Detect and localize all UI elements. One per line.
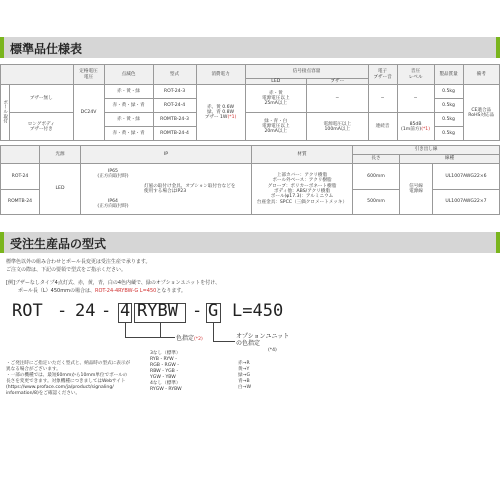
th-power: 消費電力 xyxy=(196,65,245,85)
option-spec-title: オプションユニット の色指定 xyxy=(236,333,290,348)
power-text: 赤、黄 0.6W 緑、青 0.8W ブザー 1W xyxy=(204,104,235,121)
t2-row2-model: ROMTB-24 xyxy=(1,189,40,215)
color-spec-note: (*2) xyxy=(194,337,203,342)
code-dash2: - xyxy=(101,301,112,321)
code-dash3: - xyxy=(192,301,203,321)
power-note: (*1) xyxy=(227,115,237,121)
row4-weight: 0.5kg xyxy=(434,127,463,141)
code-option: G xyxy=(208,301,219,321)
t2-row2-wire: UL1007AWG22×7 xyxy=(433,189,500,215)
notes-text: ・ご発注時にご指定いただく型式と、納品時の型式に表示が 異なる場合がございます。 ・一部の機種では、最短60mmから10mm単位でポールの 長さを変更できます。対象機種につきましてはWebサイト (https://www.proface.com/ja/product/signaling/ information/8)をご確認ください。 xyxy=(6,361,131,396)
th-buzzer: ブザー xyxy=(307,79,369,85)
row1-colors: 赤・黄・緑 xyxy=(104,85,153,99)
t2-material: 上部カバー：アクリ樹脂 ポール外ベース：アクリ樹脂 グローブ：ポリカーボネート樹脂 ボディ他：ABS/アクリ樹脂 ポール(φ17.3)：アルミニウム 台座金具：SPCC（三価クロメートメッキ） xyxy=(252,164,353,215)
remarks-cell: CE適合品 RoHS対応品 xyxy=(463,85,499,141)
volume-text: 85dB (1m前方) xyxy=(401,121,422,132)
buzzer-cap-dash: − xyxy=(307,85,369,113)
th-electronic-buzzer: 電子 ブザー音 xyxy=(368,65,397,85)
t2-th-blank xyxy=(1,146,40,164)
example-line2 xyxy=(18,288,186,295)
t2-ip-note: 灯風の取付け金具、オプション取付台などを 使用する場合はIP23 xyxy=(144,183,236,194)
intro-line1: 標準色以外の組み合わせとポール長変更は受注生産で承ります。 xyxy=(6,259,151,265)
code-colors: RYBW xyxy=(137,301,178,321)
t2-ip-values xyxy=(84,156,142,222)
spec-table-2 xyxy=(0,145,500,215)
power-cell xyxy=(196,85,245,141)
row-label-no-buzzer: ブザー無し xyxy=(10,85,74,113)
row3-model: ROMTB-24-3 xyxy=(153,113,196,127)
row-label-with-buzzer: ロングボディ ブザー付き xyxy=(10,113,74,141)
example-line1: [例]ブザーなしタイプ4点灯式、赤，黄，青，白の4色内蔵で、緑のオプションユニットを付け、 xyxy=(6,280,221,286)
th-remarks: 備考 xyxy=(463,65,499,85)
t2-th-material: 材質 xyxy=(252,146,353,164)
color-spec-options: 3なし（標準） RYB・RYW・ RGB・RGW・ RBW・YGB・ YGW・YBW 4なし（標準） RYGW・RYBW xyxy=(150,351,182,392)
code-prefix: ROT xyxy=(12,301,43,321)
th-light-color: 点滅色 xyxy=(104,65,153,85)
section1-title: 標準品仕様表 xyxy=(10,42,83,56)
section2-accent xyxy=(496,232,500,253)
t2-row1-wire: UL1007AWG22×6 xyxy=(433,164,500,190)
intro-line2: ご注文の際は、下記の要領で型式をご指示ください。 xyxy=(6,267,127,273)
count-line xyxy=(125,323,126,337)
row2-model: ROT-24-4 xyxy=(153,99,196,113)
color-spec-line xyxy=(125,337,175,338)
t2-th-ip: IP xyxy=(81,146,252,164)
volume-dash: − xyxy=(397,85,434,113)
option-spec-colors: 赤→R 黄→Y 緑→G 青→B 白→W xyxy=(238,361,251,390)
electronic-buzzer: 連続音 xyxy=(368,113,397,141)
t2-wire-label: 信号線 電源線 xyxy=(400,164,433,215)
row4-colors: 赤・黄・緑・青 xyxy=(104,127,153,141)
led-cap-1: 赤・黄 電源電圧以上 25mA以上 xyxy=(245,85,307,113)
th-rated-voltage: 定格電圧 電圧 xyxy=(73,65,104,85)
t2-th-length: 長さ xyxy=(353,155,400,164)
t2-th-lead: 引き出し線 xyxy=(353,146,500,155)
example-line2-a: ポール長（L）450mmの場合は、 xyxy=(18,288,95,294)
voltage-cell: DC24V xyxy=(73,85,104,141)
electronic-buzzer-dash: − xyxy=(368,85,397,113)
row3-weight: 0.5kg xyxy=(434,113,463,127)
t2-light-source: LED xyxy=(40,164,81,215)
volume-note: (*1) xyxy=(421,126,431,132)
section1-accent xyxy=(496,37,500,58)
row3-colors: 赤・黄・緑 xyxy=(104,113,153,127)
section1-header xyxy=(0,37,500,58)
th-signal-capacity: 信号接点容量 xyxy=(245,65,368,79)
t2-th-wire: 線種 xyxy=(400,155,500,164)
option-line xyxy=(213,323,214,341)
t2-th-light-source: 光源 xyxy=(40,146,81,164)
t2-ip-row1: IP65 (正方向取付時) xyxy=(97,168,129,179)
row1-model: ROT-24-3 xyxy=(153,85,196,99)
t2-row2-length: 500mm xyxy=(353,189,400,215)
th-blank xyxy=(1,65,74,85)
code-length: L=450 xyxy=(232,301,284,321)
code-dash1: - xyxy=(57,301,68,321)
buzzer-cap: 電源電圧以上 100mA以上 xyxy=(307,113,369,141)
section2-header xyxy=(0,232,500,253)
led-cap-2: 緑・青・白 電源電圧以上 20mA以上 xyxy=(245,113,307,141)
t2-row1-model: ROT-24 xyxy=(1,164,40,190)
section2-title: 受注生産品の型式 xyxy=(10,237,107,251)
option-spec-line xyxy=(213,341,235,342)
group-label: ポール取付 xyxy=(2,100,8,124)
row2-colors: 赤・黄・緑・青 xyxy=(104,99,153,113)
volume-cell xyxy=(397,113,434,141)
t2-ip-cell xyxy=(81,164,252,215)
th-weight: 製品質量 xyxy=(434,65,463,85)
row2-weight: 0.5kg xyxy=(434,99,463,113)
th-led: LED xyxy=(245,79,307,85)
row4-model: ROMTB-24-4 xyxy=(153,127,196,141)
example-model: ROT-24-4RYBW-G L=450 xyxy=(94,288,157,294)
color-spec-title: 色指定 xyxy=(176,335,195,342)
spec-table xyxy=(0,64,500,141)
t2-row1-length: 600mm xyxy=(353,164,400,190)
group-label-cell xyxy=(1,85,10,141)
th-model: 型式 xyxy=(153,65,196,85)
colors-line xyxy=(160,323,161,337)
th-volume: 音圧 レベル xyxy=(397,65,434,85)
option-spec-note: (*4) xyxy=(268,348,277,353)
t2-ip-row2: IP64 (正方向取付時) xyxy=(97,198,129,210)
row1-weight: 0.5kg xyxy=(434,85,463,99)
example-line2-c: となります。 xyxy=(156,288,186,294)
code-voltage: 24 xyxy=(75,301,96,321)
code-count: 4 xyxy=(120,301,131,321)
color-spec-title-wrap xyxy=(176,333,203,342)
